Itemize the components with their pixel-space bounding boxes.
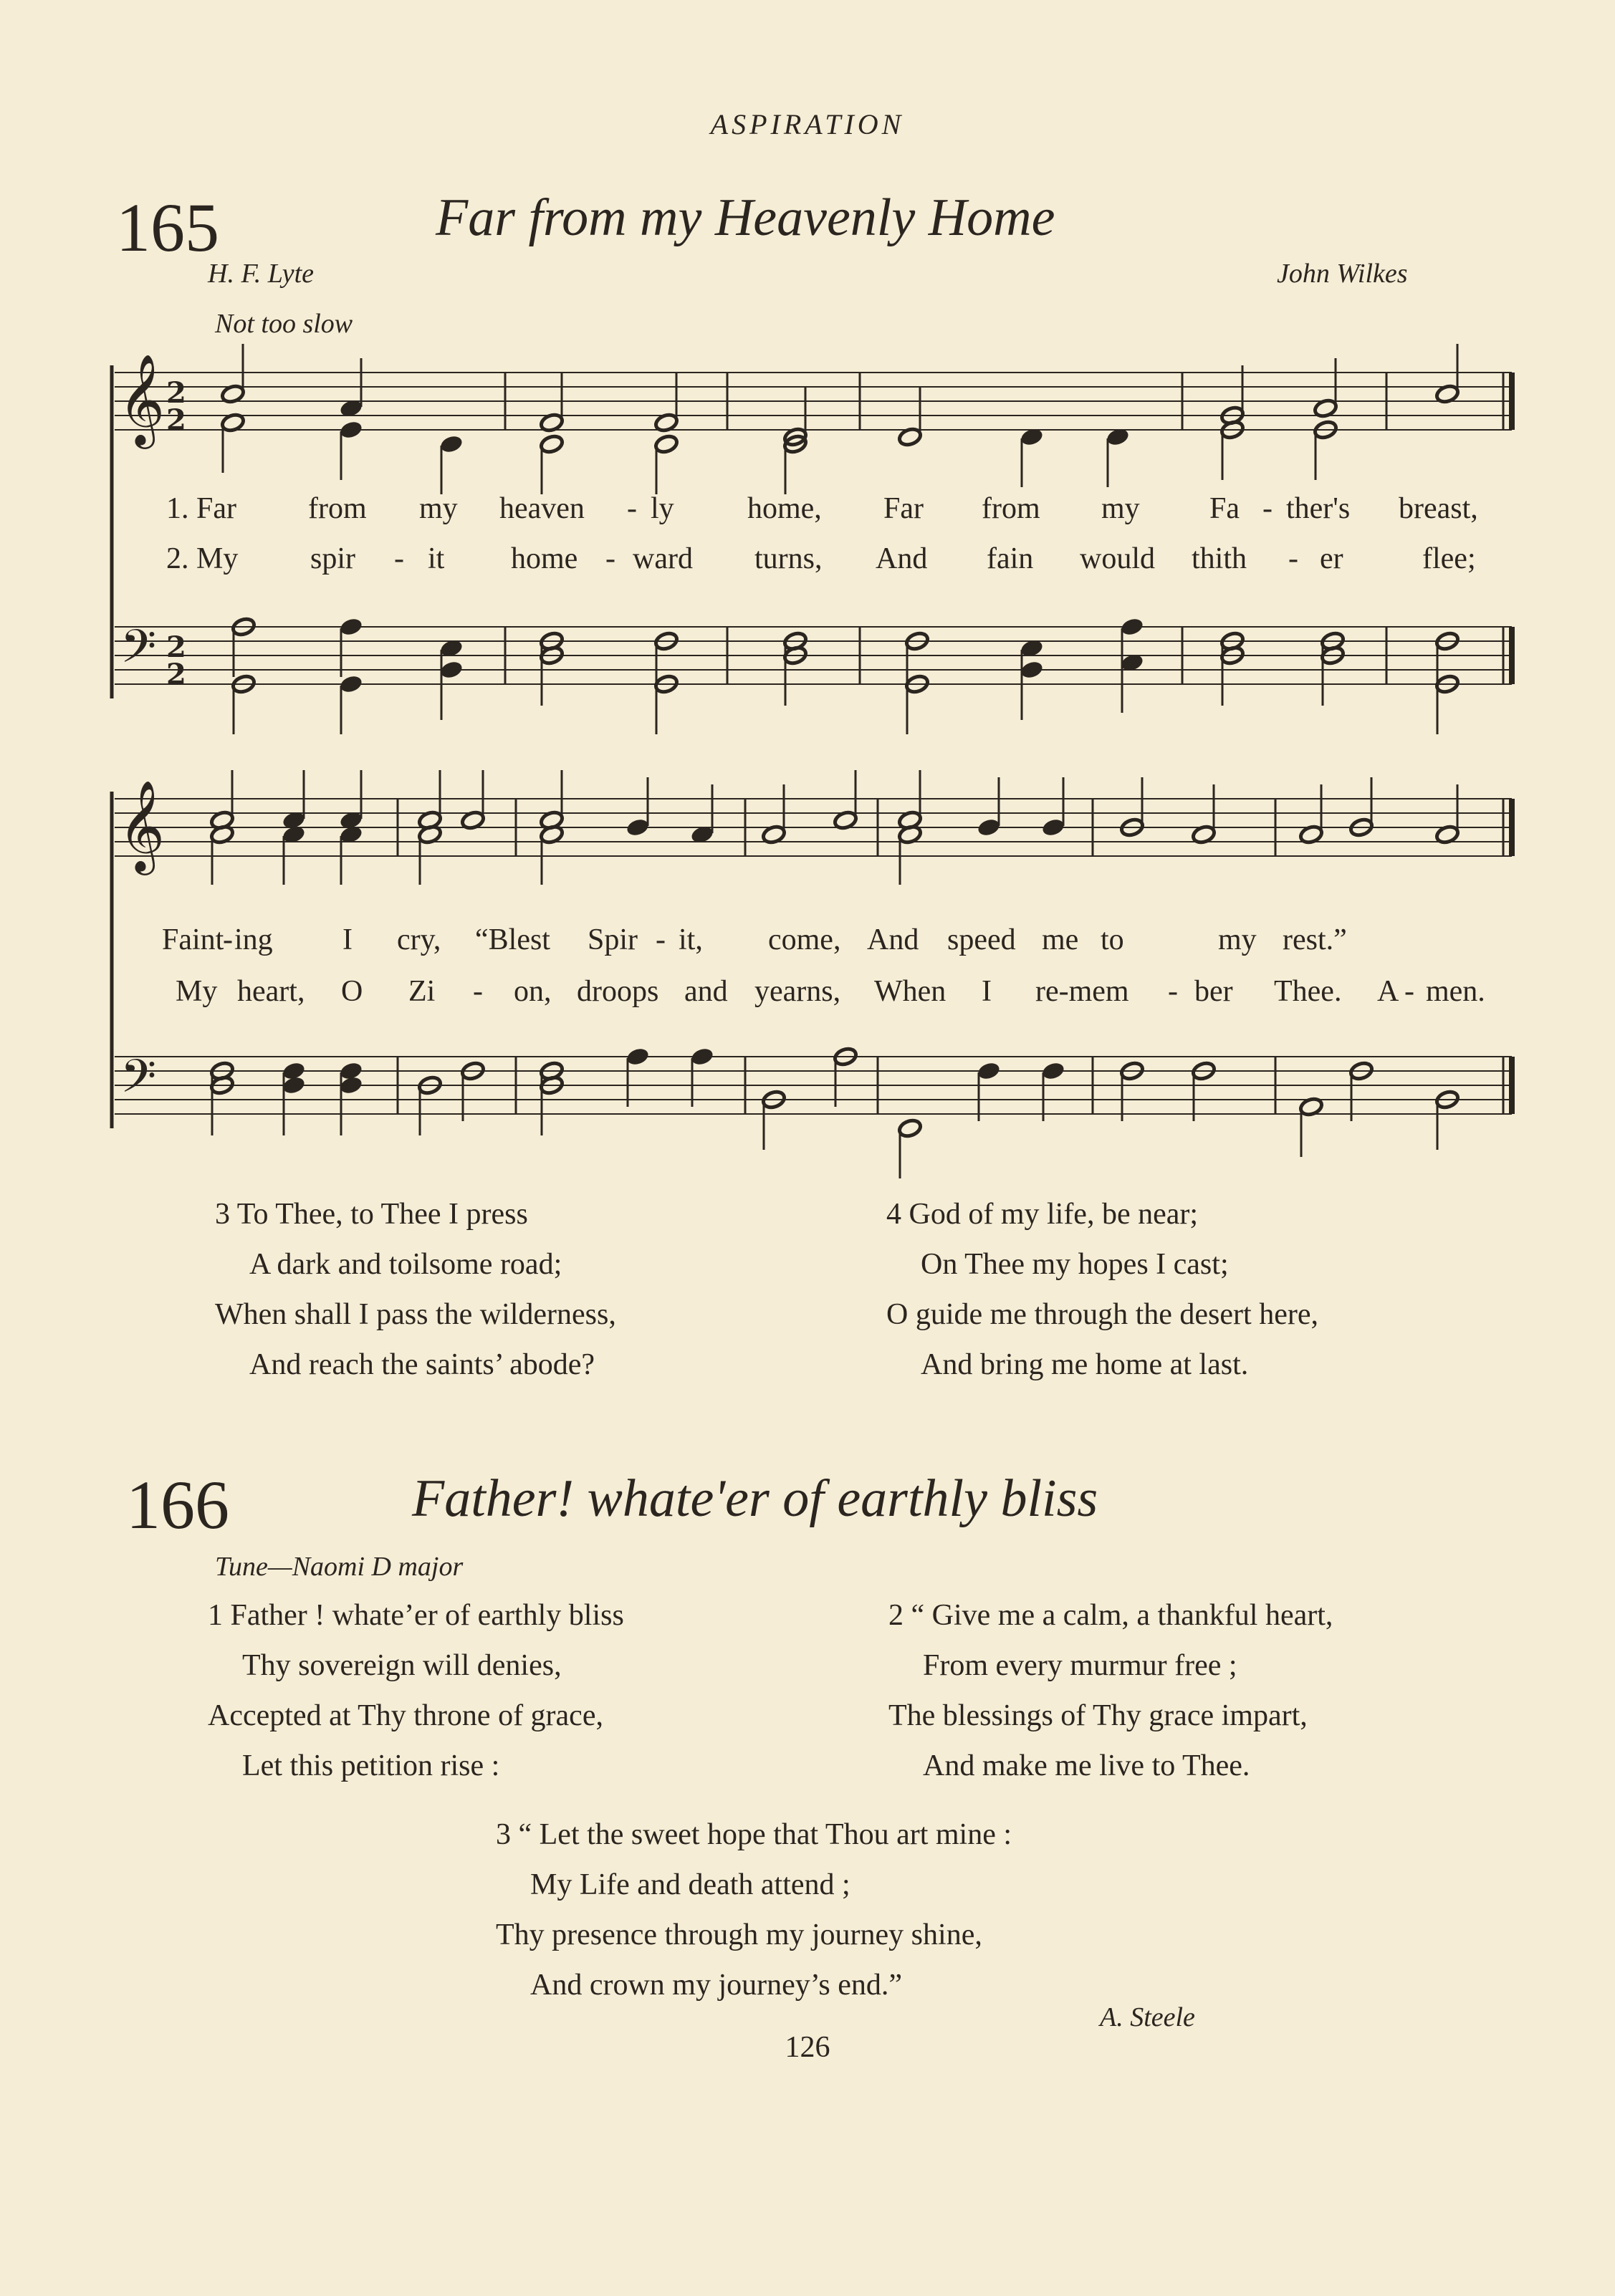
note-head: [338, 1075, 363, 1095]
lyric-word: heart,: [237, 975, 305, 1008]
lyric-word: -: [656, 923, 666, 956]
lyric-word: -: [473, 975, 483, 1008]
lyric-word: my: [1101, 492, 1140, 525]
section-heading: ASPIRATION: [710, 108, 905, 140]
lyric-word: And: [867, 923, 919, 956]
lyric-word: cry,: [397, 923, 441, 956]
lyric-word: home: [511, 542, 578, 575]
hymn-166-verse-2: [888, 1590, 1333, 1791]
verse-line: And crown my journey’s end.”: [530, 1969, 903, 2002]
lyric-word: would: [1080, 542, 1155, 575]
note-head: [1040, 1060, 1065, 1081]
lyric-word: I: [342, 923, 353, 956]
note-head: [1040, 817, 1065, 837]
lyric-word: it,: [679, 923, 703, 956]
bass-clef-icon: 𝄢: [120, 620, 157, 685]
lyric-word: heaven: [499, 492, 585, 525]
lyric-word: spir: [310, 542, 355, 575]
lyric-word: er: [1320, 542, 1343, 575]
lyric-word: and: [684, 975, 728, 1008]
lyric-word: re-mem: [1035, 975, 1129, 1008]
lyric-word: -: [1404, 975, 1414, 1008]
lyric-word: come,: [768, 923, 841, 956]
lyric-word: Faint: [162, 923, 224, 956]
verse-line: 2 “ Give me a calm, a thankful heart,: [888, 1599, 1333, 1632]
treble-clef-icon: 𝄞: [118, 353, 166, 445]
note-head: [689, 1046, 714, 1067]
lyric-word: Far: [883, 492, 924, 525]
hymn-165-tempo: Not too slow: [215, 309, 353, 339]
lyric-word: my: [419, 492, 458, 525]
hymn-166-number: 166: [126, 1466, 229, 1543]
hymn-166-tune: Tune—Naomi D major: [215, 1552, 464, 1582]
lyric-word: ing: [234, 923, 273, 956]
verse-line: 1 Father ! whate’er of earthly bliss: [208, 1599, 624, 1632]
time-signature: 2: [166, 630, 186, 664]
lyric-word: -: [627, 492, 637, 525]
time-signature: 2: [166, 376, 186, 410]
lyric-word: breast,: [1399, 492, 1478, 525]
verse-line: O guide me through the desert here,: [886, 1298, 1318, 1331]
note-head: [625, 817, 650, 837]
lyric-word: My: [176, 975, 218, 1008]
lyric-word: “Blest: [475, 923, 550, 956]
lyric-word: -: [394, 542, 404, 575]
verse-line: A dark and toilsome road;: [249, 1248, 562, 1281]
lyric-word: my: [1218, 923, 1257, 956]
lyric-word: Zi: [408, 975, 436, 1008]
note-head: [976, 817, 1001, 837]
lyric-word: from: [308, 492, 367, 525]
verse-line: And make me live to Thee.: [923, 1749, 1250, 1782]
note-head: [625, 1046, 650, 1067]
hymn-165-composer: John Wilkes: [1277, 259, 1408, 289]
lyric-word: me: [1042, 923, 1079, 956]
verse-line: 3 “ Let the sweet hope that Thou art mine :: [496, 1818, 1012, 1851]
lyric-word: home,: [747, 492, 822, 525]
lyric-word: ther's: [1286, 492, 1351, 525]
treble-clef-icon: 𝄞: [118, 779, 166, 871]
note-head: [897, 1118, 922, 1138]
lyric-word: When: [874, 975, 947, 1008]
note-head: [281, 1075, 306, 1095]
verse-line: Let this petition rise :: [242, 1749, 500, 1782]
lyric-word: from: [982, 492, 1040, 525]
verse-line: Thy presence through my journey shine,: [496, 1918, 982, 1951]
lyric-word: 1. Far: [166, 492, 236, 525]
verse-line: 4 God of my life, be near;: [886, 1198, 1199, 1231]
verse-line: On Thee my hopes I cast;: [921, 1248, 1229, 1281]
hymn-165-number: 165: [116, 189, 219, 266]
lyric-word: I: [982, 975, 992, 1008]
verse-line: From every murmur free ;: [923, 1649, 1237, 1682]
lyric-word: ber: [1194, 975, 1233, 1008]
lyric-word: Fa: [1209, 492, 1240, 525]
hymn-165-author: H. F. Lyte: [208, 259, 315, 289]
lyric-word: rest.”: [1283, 923, 1347, 956]
hymn-166-author: A. Steele: [1100, 2002, 1195, 2032]
lyric-word: flee;: [1422, 542, 1476, 575]
lyric-word: fain: [987, 542, 1034, 575]
lyric-word: to: [1101, 923, 1124, 956]
verse-line: My Life and death attend ;: [530, 1868, 850, 1901]
verse-line: And bring me home at last.: [921, 1348, 1249, 1381]
lyric-word: ward: [633, 542, 693, 575]
lyric-word: yearns,: [754, 975, 841, 1008]
hymn-165-verse-3: [215, 1189, 616, 1390]
bass-clef-icon: 𝄢: [120, 1050, 157, 1115]
hymn-166-verse-1: [208, 1590, 624, 1791]
verse-line: The blessings of Thy grace impart,: [888, 1699, 1308, 1732]
lyric-word: A: [1377, 975, 1399, 1008]
lyric-word: droops: [577, 975, 659, 1008]
hymn-166-verse-3: [496, 1810, 1012, 2010]
note-head: [976, 1060, 1001, 1081]
lyric-word: O: [341, 975, 363, 1008]
lyric-word: speed: [947, 923, 1016, 956]
lyric-word: ly: [651, 492, 674, 525]
verse-line: 3 To Thee, to Thee I press: [215, 1198, 528, 1231]
time-signature: 2: [166, 658, 186, 691]
lyric-word: turns,: [754, 542, 823, 575]
lyric-word: thith: [1192, 542, 1247, 575]
time-signature: 2: [166, 403, 186, 437]
hymn-166-title: Father! whate'er of earthly bliss: [412, 1469, 1098, 1528]
lyric-word: Spir: [588, 923, 638, 956]
lyric-word: -: [1168, 975, 1178, 1008]
lyric-word: men.: [1426, 975, 1485, 1008]
lyric-word: -: [1262, 492, 1273, 525]
lyric-word: it: [428, 542, 445, 575]
verse-line: Thy sovereign will denies,: [242, 1649, 562, 1682]
lyric-word: 2. My: [166, 542, 239, 575]
lyric-word: -: [1288, 542, 1298, 575]
hymn-165-verse-4: [886, 1189, 1318, 1390]
lyric-word: -: [223, 923, 233, 956]
verse-line: Accepted at Thy throne of grace,: [208, 1699, 603, 1732]
lyric-word: Thee.: [1274, 975, 1342, 1008]
hymn-165-title: Far from my Heavenly Home: [436, 188, 1055, 247]
lyric-word: on,: [514, 975, 552, 1008]
page-number: 126: [785, 2031, 830, 2064]
lyric-word: And: [876, 542, 928, 575]
verse-line: And reach the saints’ abode?: [249, 1348, 595, 1381]
verse-line: When shall I pass the wilderness,: [215, 1298, 616, 1331]
lyric-word: -: [605, 542, 615, 575]
